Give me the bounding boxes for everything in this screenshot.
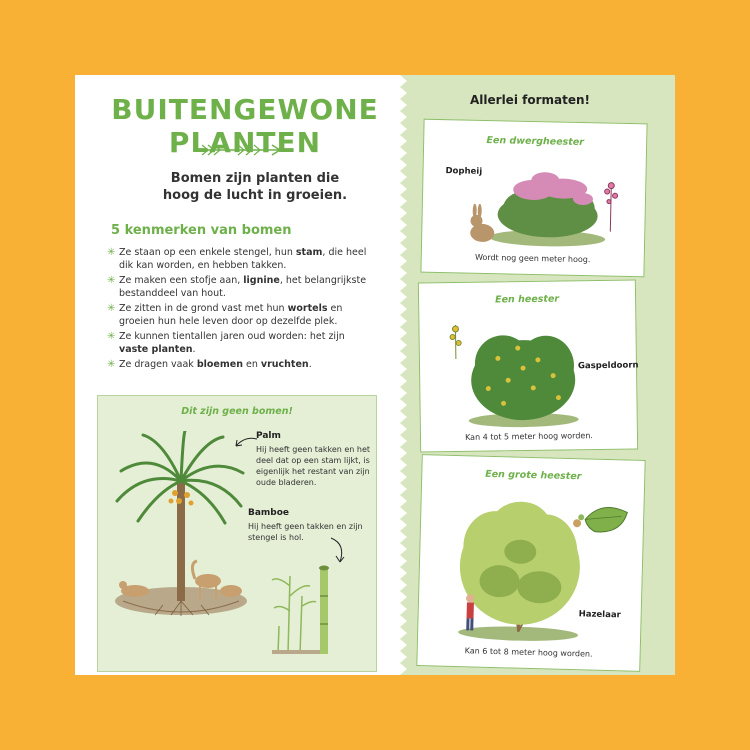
not-trees-box: [97, 395, 377, 672]
not-trees-heading: Dit zijn geen bomen!: [181, 406, 293, 417]
gorse-illustration-icon: [447, 317, 579, 429]
hazel-leaf-icon: [571, 497, 632, 539]
page-title: BUITENGEWONE PLANTEN: [111, 93, 379, 159]
book-spread: [75, 75, 675, 675]
card-large-shrub: [416, 454, 645, 672]
card-heading: Een heester: [494, 293, 560, 306]
hazel-illustration-icon: [438, 490, 592, 644]
palm-illustration-icon: [113, 431, 248, 616]
page-divider-zigzag: [393, 75, 407, 675]
asterisk-icon: ✳: [107, 359, 116, 370]
card-caption: Kan 6 tot 8 meter hoog worden.: [464, 646, 593, 659]
plant-name-label: Gaspeldoorn: [577, 360, 639, 372]
list-item: ✳ Ze maken een stofje aan, lignine, het belangrijkste bestanddeel van hout.: [107, 275, 367, 299]
plant-name-label: Hazelaar: [578, 609, 621, 621]
heather-illustration-icon: [462, 159, 624, 252]
kenmerken-heading: 5 kenmerken van bomen: [111, 223, 292, 238]
list-item: ✳ Ze staan op een enkele stengel, hun stam, die heel dik kan worden, en hebben takken.: [107, 247, 367, 271]
list-item: ✳ Ze dragen vaak bloemen en vruchten.: [107, 359, 312, 370]
asterisk-icon: ✳: [107, 275, 116, 286]
asterisk-icon: ✳: [107, 247, 116, 258]
card-heading: Een grote heester: [485, 468, 582, 483]
intro-line-1: Bomen zijn planten die: [170, 171, 340, 186]
bamboo-illustration-icon: [268, 556, 348, 656]
card-shrub: [418, 279, 638, 452]
kenmerken-list: [107, 247, 369, 375]
bamboo-label: Bamboe: [248, 508, 290, 518]
intro-text: [155, 170, 355, 204]
formats-title: Allerlei formaten!: [470, 93, 590, 107]
palm-description: Hij heeft geen takken en het deel dat op een stam lijkt, is eigenlijk het restant van zijn oude bladeren.: [256, 445, 371, 487]
card-caption: Kan 4 tot 5 meter hoog worden.: [464, 431, 593, 442]
bamboo-description: Hij heeft geen takken en zijn stengel is hol.: [248, 522, 363, 542]
asterisk-icon: ✳: [107, 303, 116, 314]
palm-label: Palm: [256, 431, 281, 441]
list-item: ✳ Ze kunnen tientallen jaren oud worden: het zijn vaste planten.: [107, 331, 345, 355]
card-dwarf-shrub: [420, 119, 647, 278]
list-item: ✳ Ze zitten in de grond vast met hun wortels en groeien hun hele leven door op dezelfde plek.: [107, 303, 343, 327]
card-caption: Wordt nog geen meter hoog.: [474, 252, 591, 265]
plant-name-label: Dopheij: [445, 166, 483, 177]
intro-line-2: hoog de lucht in groeien.: [162, 188, 348, 203]
arrow-ornament-icon: [200, 143, 284, 157]
pointer-arrow-icon: [233, 436, 258, 451]
asterisk-icon: ✳: [107, 331, 116, 342]
card-heading: Een dwergheester: [486, 134, 585, 149]
